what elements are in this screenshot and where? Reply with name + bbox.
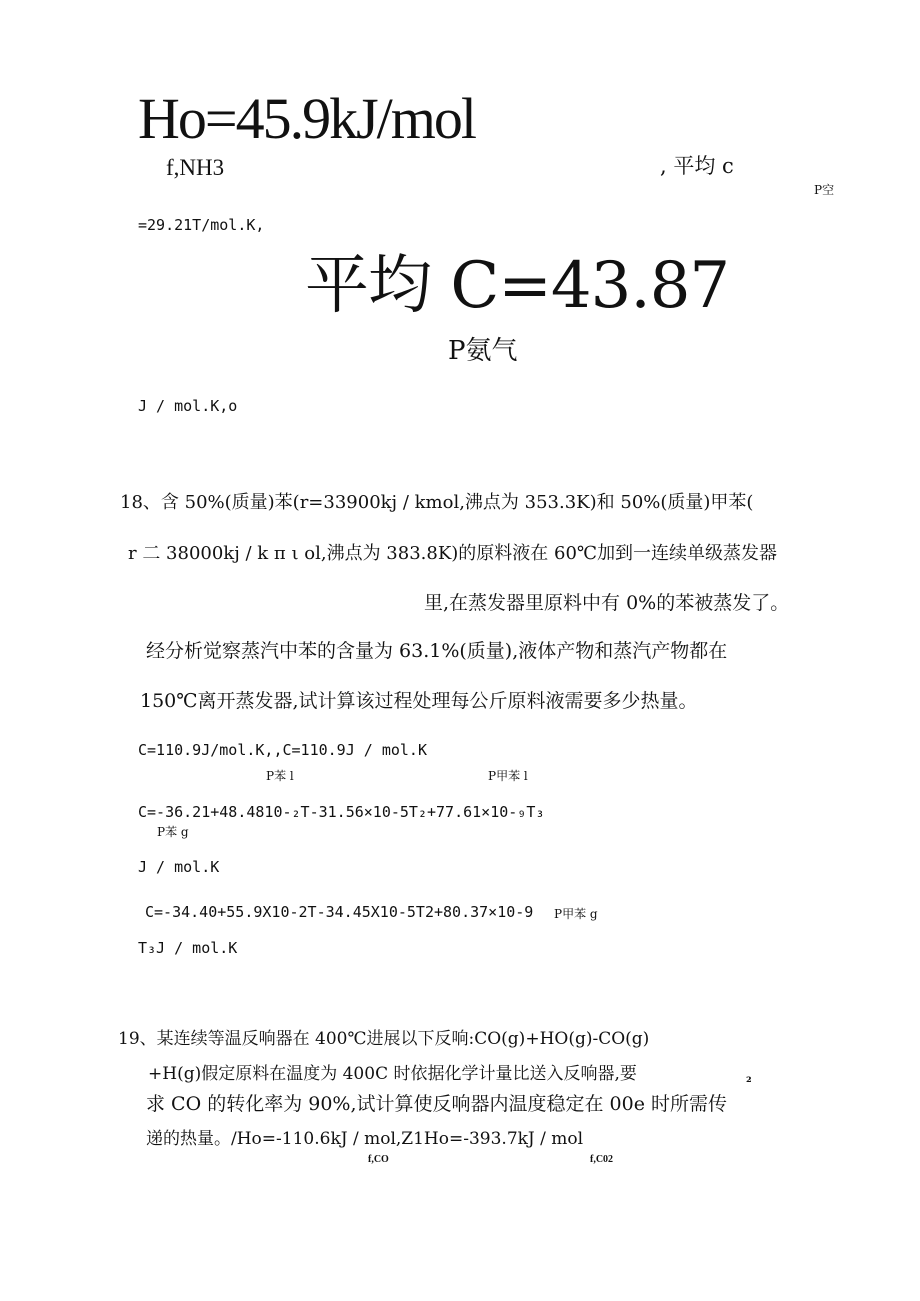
co2-formation-subscript: f,C02 — [590, 1154, 614, 1165]
problem-18-line-2: r 二 38000kj / k π ι ol,沸点为 383.8K)的原料液在 60℃加到一连续单级蒸发器 — [128, 543, 778, 564]
problem-18-line-1: 18、含 50%(质量)苯(r=33900kj / kmol,沸点为 353.3K)和 50%(质量)甲苯( — [120, 492, 754, 513]
p-air-subscript: P空 — [814, 183, 835, 197]
problem-19-line-1: 19、某连续等温反响器在 400℃进展以下反响:CO(g)+HO(g)-CO(g) — [118, 1029, 650, 1049]
average-c-label: , 平均 c — [660, 154, 734, 178]
toluene-gas-heat-capacity: C=-34.40+55.9X10-2T-34.45X10-5T2+80.37×10-9 — [145, 903, 534, 921]
liquid-heat-capacities: C=110.9J/mol.K,,C=110.9J / mol.K — [138, 741, 427, 759]
ammonia-heat-capacity-unit: J / mol.K,o — [138, 397, 238, 415]
toluene-liquid-subscript: P甲苯 l — [488, 769, 528, 783]
benzene-gas-heat-capacity: C=-36.21+48.4810-₂T-31.56×10-5T₂+77.61×10-₉T₃ — [138, 803, 545, 821]
benzene-gas-subscript: P苯 g — [157, 825, 189, 839]
problem-18-line-4: 经分析觉察蒸汽中苯的含量为 63.1%(质量),液体产物和蒸汽产物都在 — [146, 640, 728, 662]
problem-19-line-3: 求 CO 的转化率为 90%,试计算使反响器内温度稳定在 00e 时所需传 — [146, 1093, 728, 1115]
problem-19-line-2: +H(g)假定原料在温度为 400C 时依据化学计量比送入反响器,要 — [148, 1064, 637, 1084]
air-heat-capacity-value: =29.21T/mol.K, — [138, 216, 265, 234]
problem-18-line-3: 里,在蒸发器里原料中有 0%的苯被蒸发了。 — [424, 592, 790, 614]
heat-capacity-unit-1: J / mol.K — [138, 858, 220, 876]
co-formation-subscript: f,CO — [368, 1154, 389, 1165]
toluene-gas-subscript: P甲苯 g — [554, 907, 598, 921]
problem-19-line-4: 递的热量。/Ho=-110.6kJ / mol,Z1Ho=-393.7kJ / mol — [146, 1129, 584, 1149]
ammonia-heat-capacity: 平均 C=43.87 — [305, 249, 730, 323]
problem-19-line-2-subscript: ₂ — [746, 1071, 752, 1086]
problem-18-line-5: 150℃离开蒸发器,试计算该过程处理每公斤原料液需要多少热量。 — [140, 690, 698, 712]
heat-capacity-unit-2: T₃J / mol.K — [138, 939, 238, 957]
benzene-liquid-subscript: P苯 l — [266, 769, 294, 783]
ammonia-heat-capacity-subscript: P氨气 — [448, 336, 518, 366]
heat-of-formation-nh3: Ho=45.9kJ/mol — [138, 86, 476, 151]
heat-of-formation-subscript: f,NH3 — [166, 155, 225, 180]
